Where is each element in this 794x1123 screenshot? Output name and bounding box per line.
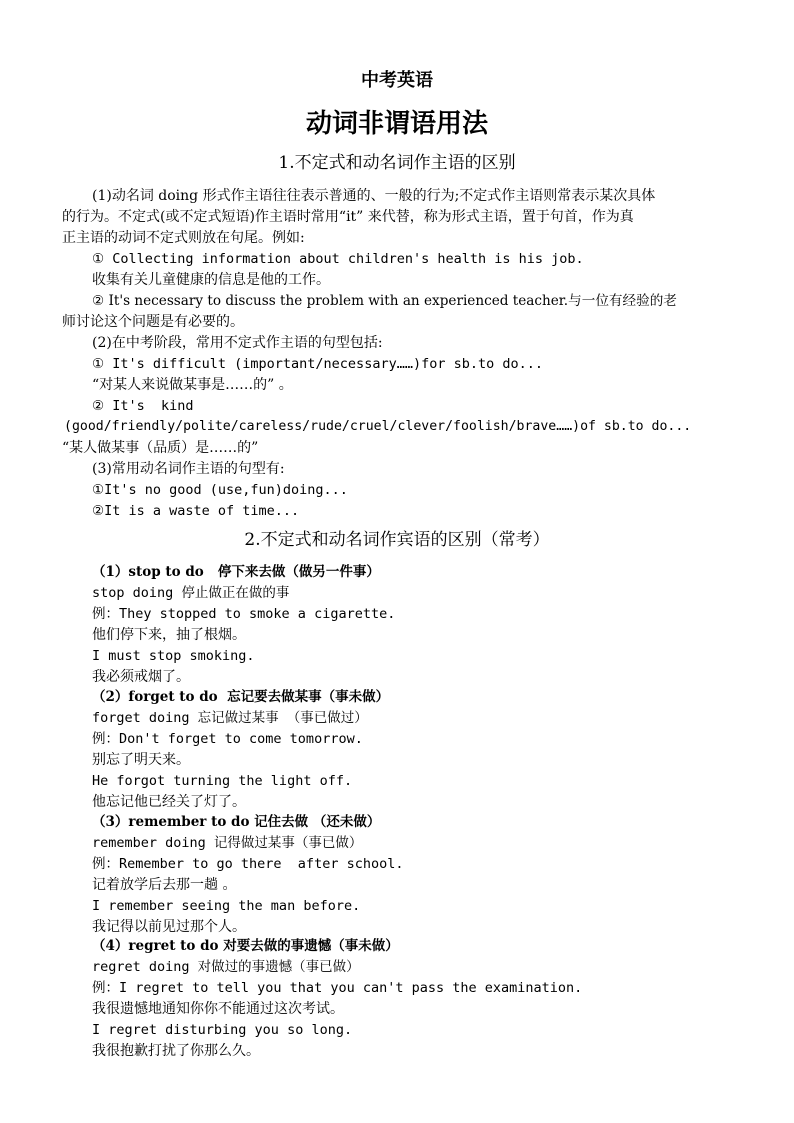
example-line: He forgot turning the light off.: [92, 773, 353, 789]
paragraph-line: 的行为。不定式(或不定式短语)作主语时常用“it” 来代替，称为形式主语，置于句首，作为真: [62, 209, 634, 225]
definition-line: regret doing 对做过的事遗憾（事已做）: [92, 959, 360, 975]
example-line: 例：I regret to tell you that you can't pass the examination.: [92, 980, 583, 996]
translation-line: “对某人来说做某事是……的” 。: [92, 377, 293, 393]
translation-line: 收集有关儿童健康的信息是他的工作。: [92, 272, 330, 288]
subheading: （2）forget to do 忘记要去做某事（事未做）: [92, 689, 390, 705]
paragraph-line: (2)在中考阶段，常用不定式作主语的句型包括:: [92, 335, 383, 351]
example-line: ② It's necessary to discuss the problem with an experienced teacher.与一位有经验的老: [92, 293, 677, 309]
pattern-line: ①It's no good (use,fun)doing...: [92, 482, 348, 498]
page-title: 动词非谓语用法: [305, 109, 488, 139]
pattern-line: ② It's kind: [92, 398, 194, 414]
subheading: （3）remember to do 记住去做 （还未做）: [92, 814, 381, 830]
translation-line: 师讨论这个问题是有必要的。: [62, 314, 244, 330]
subheading: （4）regret to do 对要去做的事遗憾（事未做）: [92, 938, 399, 954]
translation-line: 记着放学后去那一趟 。: [92, 877, 237, 893]
section-2-heading: 2.不定式和动名词作宾语的区别（常考）: [244, 530, 550, 550]
definition-line: stop doing 停止做正在做的事: [92, 585, 290, 601]
paragraph-line: (1)动名词 doing 形式作主语往往表示普通的、一般的行为;不定式作主语则常表示某次具体: [92, 188, 656, 204]
example-line: ① Collecting information about children's health is his job.: [92, 251, 584, 267]
definition-line: forget doing 忘记做过某事 （事已做过）: [92, 710, 368, 726]
example-line: 例：They stopped to smoke a cigarette.: [92, 606, 396, 622]
subject-label: 中考英语: [361, 70, 433, 91]
definition-line: remember doing 记得做过某事（事已做）: [92, 835, 363, 851]
pattern-line: ① It's difficult (important/necessary……)for sb.to do...: [92, 356, 543, 372]
translation-line: 别忘了明天来。: [92, 752, 190, 768]
translation-line: 我很遗憾地通知你你不能通过这次考试。: [92, 1001, 344, 1017]
section-1-heading: 1.不定式和动名词作主语的区别: [278, 153, 516, 173]
translation-line: 我必须戒烟了。: [92, 669, 190, 685]
translation-line: 我记得以前见过那个人。: [92, 919, 246, 935]
pattern-line: ②It is a waste of time...: [92, 503, 300, 519]
paragraph-line: (3)常用动名词作主语的句型有:: [92, 461, 285, 477]
example-line: I must stop smoking.: [92, 648, 255, 664]
paragraph-line: 正主语的动词不定式则放在句尾。例如:: [62, 230, 305, 246]
translation-line: “某人做某事（品质）是……的”: [62, 440, 259, 456]
translation-line: 他们停下来，抽了根烟。: [92, 627, 246, 643]
subheading: （1）stop to do 停下来去做（做另一件事）: [92, 564, 380, 580]
example-line: 例：Don't forget to come tomorrow.: [92, 731, 363, 747]
example-line: I remember seeing the man before.: [92, 898, 361, 914]
pattern-line: (good/friendly/polite/careless/rude/cruel/clever/foolish/brave……)of sb.to do...: [64, 419, 692, 434]
example-line: 例：Remember to go there after school.: [92, 856, 404, 872]
translation-line: 我很抱歉打扰了你那么久。: [92, 1043, 260, 1059]
example-line: I regret disturbing you so long.: [92, 1022, 353, 1038]
translation-line: 他忘记他已经关了灯了。: [92, 794, 246, 810]
